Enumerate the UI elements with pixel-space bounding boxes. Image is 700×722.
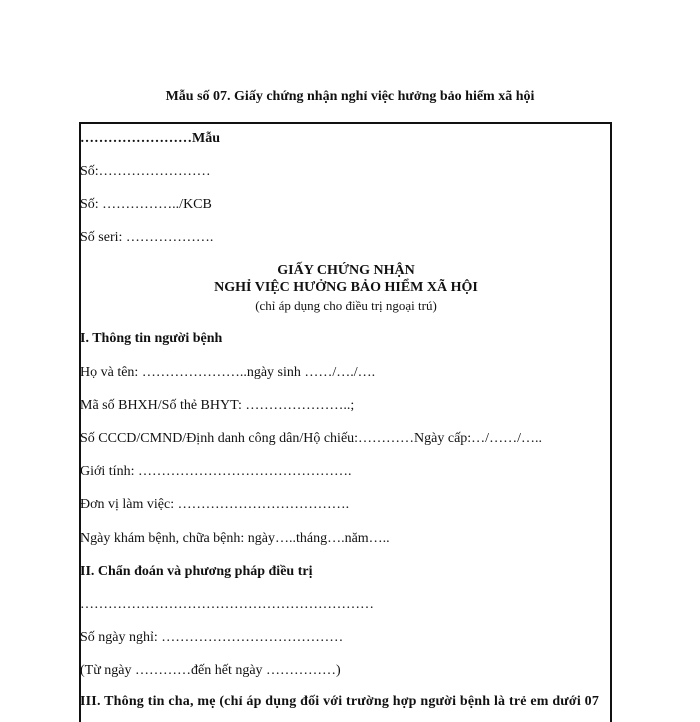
field-ma-so-bhxh: Mã số BHXH/Số thẻ BHYT: …………………..;	[80, 398, 355, 413]
field-don-vi: Đơn vị làm việc: ……………………………….	[80, 497, 350, 512]
field-chan-doan: ………………………………………………………	[80, 597, 374, 612]
section2-heading: II. Chẩn đoán và phương pháp điều trị	[80, 564, 313, 579]
so-line: Số:……………………	[80, 164, 211, 179]
field-so-ngay-nghi: Số ngày nghỉ: …………………………………	[80, 630, 344, 645]
field-tu-ngay: (Từ ngày …………đến hết ngày ……………)	[80, 663, 341, 678]
field-ngay-kham: Ngày khám bệnh, chữa bệnh: ngày…..tháng….năm…..	[80, 531, 390, 546]
field-cccd: Số CCCD/CMND/Định danh công dân/Hộ chiếu:…………Ngày cấp:…/……/…..	[80, 431, 542, 446]
field-gioi-tinh: Giới tính: ……………………………………….	[80, 464, 352, 479]
section1-heading: I. Thông tin người bệnh	[80, 331, 223, 346]
so-kcb-line: Số: ……………../KCB	[80, 197, 212, 212]
certificate-title-line2: NGHỈ VIỆC HƯỞNG BẢO HIỂM XÃ HỘI	[214, 280, 478, 295]
certificate-title-line1: GIẤY CHỨNG NHẬN	[277, 263, 415, 278]
section3-heading-partial: III. Thông tin cha, mẹ (chỉ áp dụng đối với trường hợp người bệnh là trẻ em dưới 07	[80, 694, 600, 709]
so-seri-line: Số seri: ……………….	[80, 230, 214, 245]
field-ho-ten: Họ và tên: …………………..ngày sinh ……/…./….	[80, 365, 376, 380]
document-title: Mẫu số 07. Giấy chứng nhận nghỉ việc hưởng bảo hiểm xã hội	[165, 89, 535, 104]
mau-line: ……………………Mẫu	[80, 131, 220, 146]
certificate-subtitle: (chỉ áp dụng cho điều trị ngoại trú)	[255, 298, 437, 313]
